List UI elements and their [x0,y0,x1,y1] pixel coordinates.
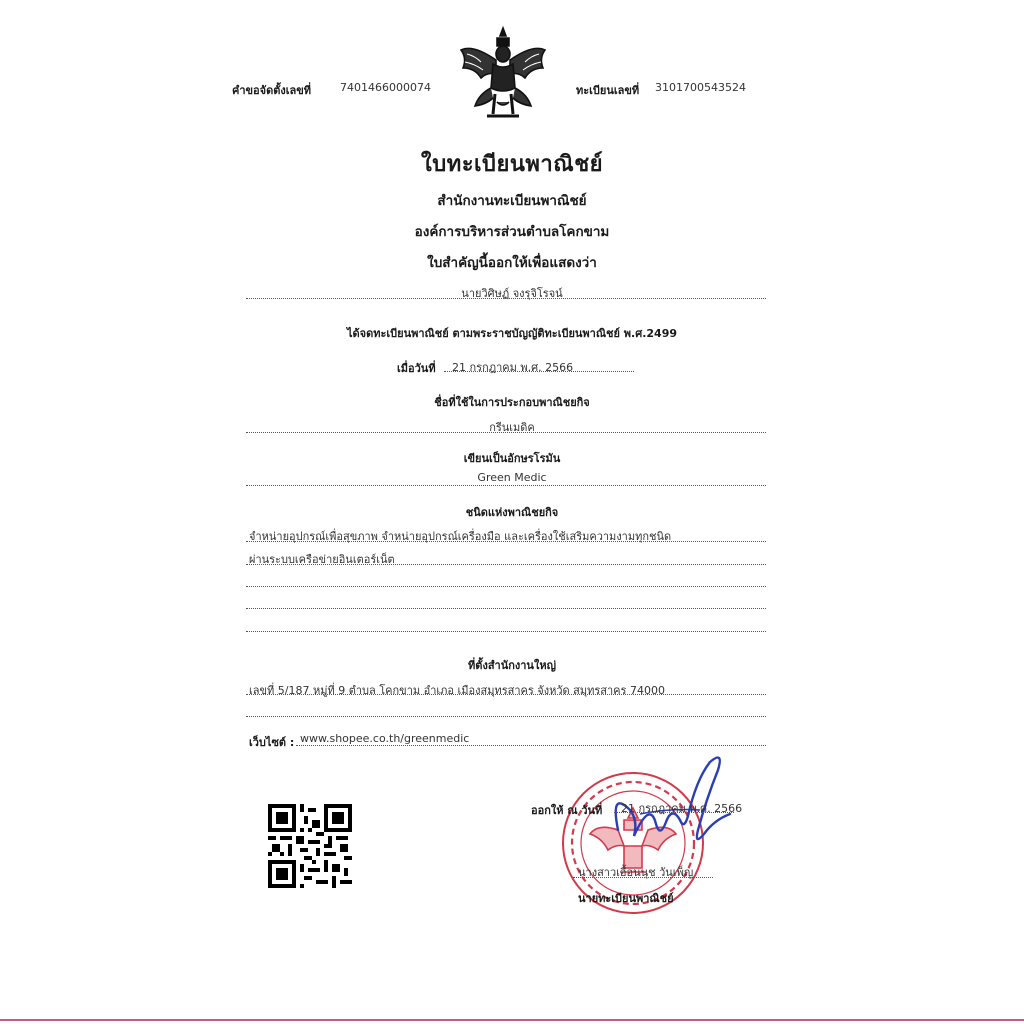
issue-date-value: 21 กรกฎาคม พ.ศ. 2566 [621,802,743,815]
roman-name-value: Green Medic [477,471,547,484]
owner-name: นายวิศิษฏ์ จงรุจิโรจน์ [461,287,563,300]
date-line [444,371,634,372]
organization-name: องค์การบริหารส่วนตำบลโคกขาม [414,224,610,240]
registration-number-value: 3101700543524 [655,81,746,94]
business-type-dotline-4 [246,608,766,609]
business-type-dotline-5 [246,631,766,632]
issued-to-statement: ใบสำคัญนี้ออกให้เพื่อแสดงว่า [427,255,597,271]
registrar-title: นายทะเบียนพาณิชย์ [578,892,674,905]
registrar-name-line [573,877,713,878]
business-type-dotline-3 [246,586,766,587]
date-value: 21 กรกฎาคม พ.ศ. 2566 [452,361,574,374]
business-type-dotline-2 [246,564,766,565]
roman-name-line [246,485,766,486]
request-number-label: คำขอจัดตั้งเลขที่ [232,84,312,97]
business-name-value: กรีนเมดิค [489,421,535,434]
head-office-dotline-1 [246,694,766,695]
issue-date-line [614,812,734,813]
website-value: www.shopee.co.th/greenmedic [300,732,470,745]
head-office-address: เลขที่ 5/187 หมู่ที่ 9 ตำบล โคกขาม อำเภอ เมืองสมุทรสาคร จังหวัด สมุทรสาคร 74000 [249,684,665,697]
registrar-name: นางสาวเอื้อนนุช วันเพ็ญ [578,866,694,879]
roman-name-label: เขียนเป็นอักษรโรมัน [463,452,561,465]
business-name-label: ชื่อที่ใช้ในการประกอบพาณิชยกิจ [434,396,590,409]
business-name-line [246,432,766,433]
head-office-dotline-2 [246,716,766,717]
owner-name-line [246,298,766,299]
business-type-line1: จำหน่ายอุปกรณ์เพื่อสุขภาพ จำหน่ายอุปกรณ์เครื่องมือ และเครื่องใช้เสริมความงามทุกชนิด [249,530,672,543]
business-type-line2: ผ่านระบบเครือข่ายอินเตอร์เน็ต [249,553,395,566]
document-title: ใบทะเบียนพาณิชย์ [420,152,604,177]
registered-statement: ได้จดทะเบียนพาณิชย์ ตามพระราชบัญญัติทะเบียนพาณิชย์ พ.ศ.2499 [346,327,677,340]
date-label: เมื่อวันที่ [397,362,436,375]
business-type-label: ชนิดแห่งพาณิชยกิจ [465,506,559,519]
website-line [296,745,766,746]
bottom-border-line [0,1019,1024,1021]
garuda-emblem-icon [453,24,553,128]
issue-date-label: ออกให้ ณ วันที่ [531,804,603,817]
qr-code [268,804,352,888]
head-office-label: ที่ตั้งสำนักงานใหญ่ [468,659,556,672]
registration-number-label: ทะเบียนเลขที่ [576,84,640,97]
website-label: เว็บไซต์ : [249,736,295,749]
business-type-dotline-1 [246,541,766,542]
request-number-value: 7401466000074 [340,81,431,94]
office-name: สำนักงานทะเบียนพาณิชย์ [437,193,587,209]
